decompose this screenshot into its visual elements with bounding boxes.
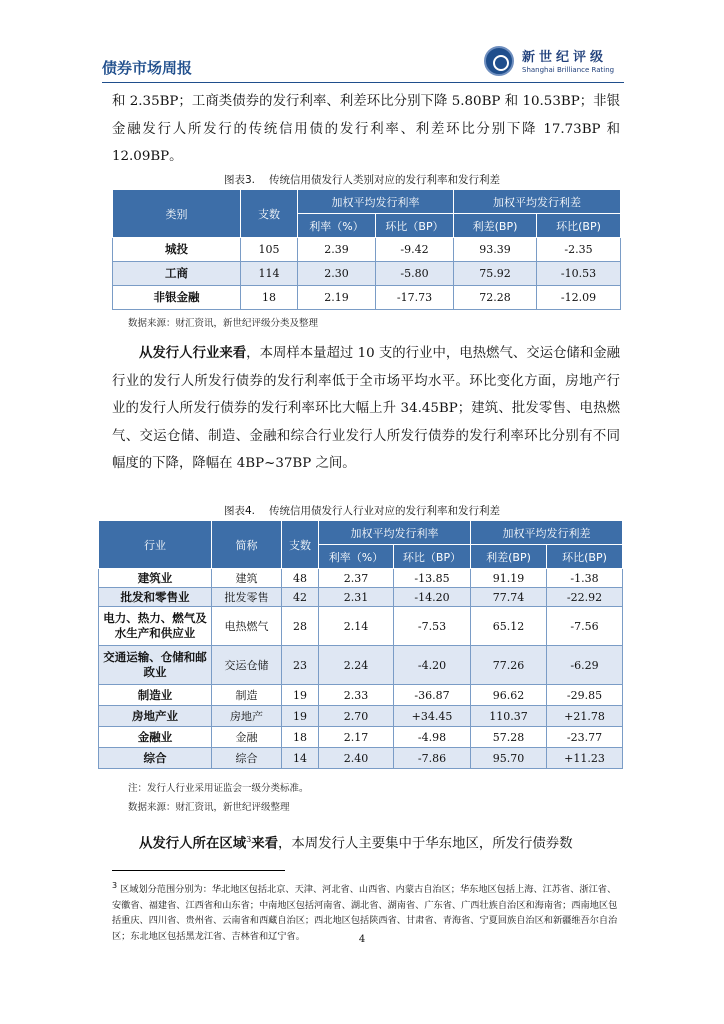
row-rate: 2.14 <box>319 607 394 646</box>
header-category: 类别 <box>113 190 241 238</box>
row-industry: 房地产业 <box>99 706 212 727</box>
paragraph-industry-body: ，本周样本量超过 10 支的行业中，电热燃气、交运仓储和金融行业的发行人所发行债券的发行利率低于全市场平均水平。环比变化方面，房地产行业的发行人所发行债券的发行利率环比大幅上升 34.45BP；建筑、批发零售、电热燃气、交运仓储、制造、金融和综合行业发行人所发行债券的发行利率环比分别有不同幅度的下降，降幅在 4BP~37BP 之间。 <box>112 346 620 472</box>
table-row <box>99 607 623 646</box>
header-industry: 行业 <box>99 521 212 569</box>
table-row <box>99 588 623 607</box>
header-count: 支数 <box>241 190 298 238</box>
logo-chinese-name: 新世纪评级 <box>522 50 608 65</box>
table3-caption-number: 图表3. <box>223 174 256 186</box>
row-rate-change: -17.73 <box>376 286 454 310</box>
row-spread-change: -23.77 <box>547 727 623 748</box>
row-spread-change: -22.92 <box>547 588 623 607</box>
category-rate-table <box>112 189 621 310</box>
header-abbreviation: 简称 <box>212 521 282 569</box>
row-spread: 57.28 <box>471 727 547 748</box>
row-spread: 77.26 <box>471 646 547 685</box>
row-rate-change: -14.20 <box>394 588 471 607</box>
row-rate-change: -5.80 <box>376 262 454 286</box>
table-row <box>113 286 621 310</box>
row-abbreviation: 综合 <box>212 748 282 769</box>
row-rate: 2.19 <box>298 286 376 310</box>
row-spread: 77.74 <box>471 588 547 607</box>
table4-caption <box>0 503 724 518</box>
row-count: 48 <box>282 569 319 588</box>
report-title: 债券市场周报 <box>102 59 193 77</box>
row-spread: 72.28 <box>454 286 537 310</box>
paragraph-region-summary <box>112 826 620 858</box>
row-category: 城投 <box>113 238 241 262</box>
company-logo <box>470 44 620 80</box>
row-rate: 2.33 <box>319 685 394 706</box>
header-divider <box>102 82 624 83</box>
row-category: 工商 <box>113 262 241 286</box>
header-spread-change: 环比(BP) <box>537 214 621 238</box>
paragraph-region-lead-tail: 来看 <box>251 836 278 852</box>
row-spread: 65.12 <box>471 607 547 646</box>
logo-english-name: Shanghai Brilliance Rating <box>522 66 615 74</box>
row-rate: 2.40 <box>319 748 394 769</box>
row-abbreviation: 电热燃气 <box>212 607 282 646</box>
table3-caption <box>0 172 724 187</box>
row-spread: 75.92 <box>454 262 537 286</box>
row-spread-change: -2.35 <box>537 238 621 262</box>
paragraph-region-lead: 从发行人所在区域 <box>139 836 247 852</box>
header-spread: 利差(BP) <box>471 545 547 569</box>
row-spread-change: +11.23 <box>547 748 623 769</box>
row-spread: 93.39 <box>454 238 537 262</box>
header-spread: 利差(BP) <box>454 214 537 238</box>
row-rate-change: -36.87 <box>394 685 471 706</box>
row-industry: 批发和零售业 <box>99 588 212 607</box>
row-industry: 综合 <box>99 748 212 769</box>
row-rate: 2.24 <box>319 646 394 685</box>
row-count: 28 <box>282 607 319 646</box>
row-category: 非银金融 <box>113 286 241 310</box>
row-rate: 2.39 <box>298 238 376 262</box>
table4-caption-number: 图表4. <box>223 505 256 517</box>
footnote-text: 区域划分范围分别为：华北地区包括北京、天津、河北省、山西省、内蒙古自治区；华东地区包括上海、江苏省、浙江省、安徽省、福建省、江西省和山东省；中南地区包括河南省、湖北省、湖南省、广东省、广西壮族自治区和海南省；西南地区包括重庆、四川省、贵州省、云南省和西藏自治区；西北地区包括陕西省、甘肃省、青海省、宁夏回族自治区和新疆维吾尔自治区；东北地区包括黑龙江省、吉林省和辽宁省。 <box>112 884 618 942</box>
table3-caption-title: 传统信用债发行人类别对应的发行利率和发行利差 <box>269 174 501 186</box>
row-count: 14 <box>282 748 319 769</box>
page-number: 4 <box>358 934 366 945</box>
row-rate: 2.31 <box>319 588 394 607</box>
row-spread: 91.19 <box>471 569 547 588</box>
header-spread-group: 加权平均发行利差 <box>471 521 623 545</box>
row-rate-change: -7.86 <box>394 748 471 769</box>
row-rate: 2.37 <box>319 569 394 588</box>
table-row <box>99 706 623 727</box>
header-rate-group: 加权平均发行利率 <box>298 190 454 214</box>
row-spread-change: -10.53 <box>537 262 621 286</box>
header-rate-group: 加权平均发行利率 <box>319 521 471 545</box>
row-spread-change: -12.09 <box>537 286 621 310</box>
row-industry: 建筑业 <box>99 569 212 588</box>
row-count: 114 <box>241 262 298 286</box>
header-rate: 利率（%） <box>319 545 394 569</box>
table-row <box>99 569 623 588</box>
table-row <box>113 262 621 286</box>
row-abbreviation: 建筑 <box>212 569 282 588</box>
paragraph-category-summary: 和 2.35BP；工商类债券的发行利率、利差环比分别下降 5.80BP 和 10.53BP；非银金融发行人所发行的传统信用债的发行利率、利差环比分别下降 17.73BP 和 12.09BP。 <box>112 94 620 165</box>
row-spread-change: +21.78 <box>547 706 623 727</box>
header-rate-change: 环比（BP） <box>394 545 471 569</box>
row-rate: 2.17 <box>319 727 394 748</box>
row-spread-change: -29.85 <box>547 685 623 706</box>
paragraph-region-body: ，本周发行人主要集中于华东地区，所发行债券数 <box>278 836 573 852</box>
paragraph-industry-lead: 从发行人行业来看 <box>139 346 247 361</box>
industry-rate-table <box>98 520 623 769</box>
table4-caption-title: 传统信用债发行人行业对应的发行利率和发行利差 <box>269 505 501 517</box>
row-rate-change: -4.20 <box>394 646 471 685</box>
header-spread-group: 加权平均发行利差 <box>454 190 621 214</box>
table-row <box>99 727 623 748</box>
table-row <box>99 646 623 685</box>
row-spread: 95.70 <box>471 748 547 769</box>
row-industry: 交通运输、仓储和邮政业 <box>99 646 212 685</box>
row-rate-change: +34.45 <box>394 706 471 727</box>
row-abbreviation: 金融 <box>212 727 282 748</box>
row-spread: 110.37 <box>471 706 547 727</box>
row-count: 18 <box>282 727 319 748</box>
row-abbreviation: 批发零售 <box>212 588 282 607</box>
row-abbreviation: 交运仓储 <box>212 646 282 685</box>
row-count: 19 <box>282 706 319 727</box>
table3-source: 数据来源：财汇资讯，新世纪评级分类及整理 <box>128 318 319 329</box>
row-rate-change: -13.85 <box>394 569 471 588</box>
table4-note: 注：发行人行业采用证监会一级分类标准。 <box>128 783 309 794</box>
row-industry: 电力、热力、燃气及水生产和供应业 <box>99 607 212 646</box>
table4-source: 数据来源：财汇资讯，新世纪评级整理 <box>128 802 290 813</box>
row-industry: 金融业 <box>99 727 212 748</box>
row-spread-change: -7.56 <box>547 607 623 646</box>
footnote-mark: 3 <box>112 881 118 890</box>
row-rate: 2.30 <box>298 262 376 286</box>
logo-emblem-icon <box>484 46 514 76</box>
table-row <box>113 238 621 262</box>
row-rate-change: -9.42 <box>376 238 454 262</box>
header-spread-change: 环比(BP) <box>547 545 623 569</box>
row-rate-change: -7.53 <box>394 607 471 646</box>
row-count: 42 <box>282 588 319 607</box>
footnote-reference[interactable]: 3 <box>246 835 252 844</box>
footnote-divider <box>112 870 285 871</box>
row-spread-change: -1.38 <box>547 569 623 588</box>
header-rate-change: 环比（BP） <box>376 214 454 238</box>
row-spread: 96.62 <box>471 685 547 706</box>
header-count: 支数 <box>282 521 319 569</box>
paragraph-industry-summary <box>112 340 620 478</box>
row-count: 18 <box>241 286 298 310</box>
row-count: 23 <box>282 646 319 685</box>
row-count: 105 <box>241 238 298 262</box>
header-rate: 利率（%） <box>298 214 376 238</box>
row-rate-change: -4.98 <box>394 727 471 748</box>
row-rate: 2.70 <box>319 706 394 727</box>
table-row <box>99 685 623 706</box>
row-abbreviation: 房地产 <box>212 706 282 727</box>
row-spread-change: -6.29 <box>547 646 623 685</box>
row-abbreviation: 制造 <box>212 685 282 706</box>
row-industry: 制造业 <box>99 685 212 706</box>
table-row <box>99 748 623 769</box>
row-count: 19 <box>282 685 319 706</box>
